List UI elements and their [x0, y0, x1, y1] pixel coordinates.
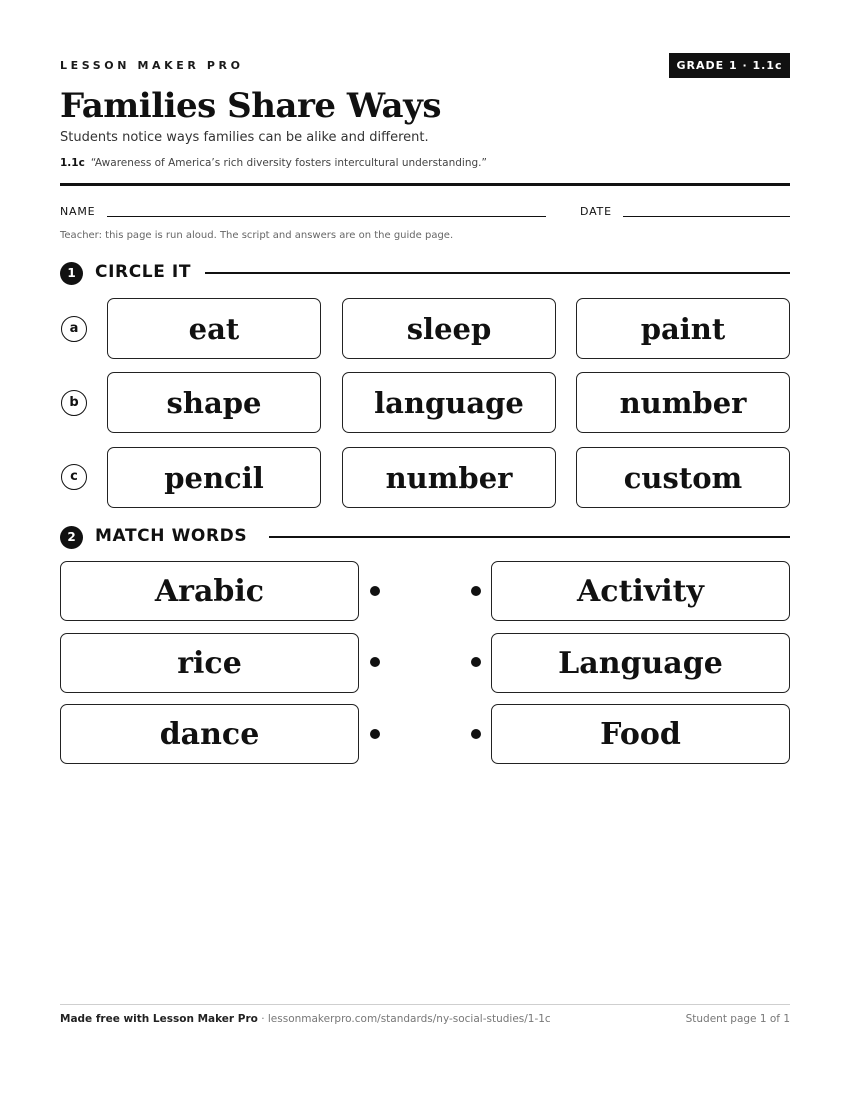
match-left-dot[interactable]: [370, 729, 380, 739]
footer-separator: ·: [257, 1013, 268, 1025]
header-divider: [60, 183, 790, 186]
standard-line: [60, 157, 487, 169]
section-1-number: 1: [60, 262, 83, 285]
date-field-line[interactable]: [623, 216, 790, 217]
circle-word-card[interactable]: custom: [576, 447, 790, 508]
match-right-card[interactable]: Food: [491, 704, 790, 764]
name-label: NAME: [60, 205, 96, 218]
match-right-card[interactable]: Activity: [491, 561, 790, 621]
circle-word-card[interactable]: paint: [576, 298, 790, 359]
section-2-rule: [269, 536, 790, 538]
teacher-note: Teacher: this page is run aloud. The script and answers are on the guide page.: [60, 230, 454, 241]
footer-page-label: Student page 1 of 1: [685, 1013, 790, 1025]
brand-name: LESSON MAKER PRO: [60, 59, 244, 72]
page-subtitle: Students notice ways families can be alike and different.: [60, 130, 429, 145]
circle-word-card[interactable]: pencil: [107, 447, 321, 508]
match-right-dot[interactable]: [471, 657, 481, 667]
name-field-line[interactable]: [107, 216, 546, 217]
match-right-card[interactable]: Language: [491, 633, 790, 693]
section-2-title: MATCH WORDS: [95, 526, 248, 546]
match-right-dot[interactable]: [471, 586, 481, 596]
section-1-title: CIRCLE IT: [95, 262, 192, 282]
match-right-dot[interactable]: [471, 729, 481, 739]
match-left-dot[interactable]: [370, 657, 380, 667]
standard-quote: “Awareness of America’s rich diversity fosters intercultural understanding.”: [90, 157, 487, 169]
section-2-number: 2: [60, 526, 83, 549]
match-left-card[interactable]: Arabic: [60, 561, 359, 621]
match-left-card[interactable]: rice: [60, 633, 359, 693]
date-label: DATE: [580, 205, 612, 218]
footer-divider: [60, 1004, 790, 1005]
row-letter-a: a: [61, 316, 87, 342]
row-letter-c: c: [61, 464, 87, 490]
circle-word-card[interactable]: number: [576, 372, 790, 433]
circle-word-card[interactable]: shape: [107, 372, 321, 433]
circle-word-card[interactable]: sleep: [342, 298, 556, 359]
row-letter-b: b: [61, 390, 87, 416]
grade-badge: GRADE 1 · 1.1c: [669, 53, 790, 78]
page-title: Families Share Ways: [60, 86, 441, 126]
section-1-rule: [205, 272, 790, 274]
footer-made-by: Made free with Lesson Maker Pro: [60, 1013, 258, 1025]
match-left-dot[interactable]: [370, 586, 380, 596]
circle-word-card[interactable]: number: [342, 447, 556, 508]
footer-url[interactable]: lessonmakerpro.com/standards/ny-social-studies/1-1c: [267, 1013, 551, 1025]
footer-credit: [60, 1013, 551, 1025]
circle-word-card[interactable]: language: [342, 372, 556, 433]
standard-code: 1.1c: [60, 157, 85, 169]
circle-word-card[interactable]: eat: [107, 298, 321, 359]
match-left-card[interactable]: dance: [60, 704, 359, 764]
